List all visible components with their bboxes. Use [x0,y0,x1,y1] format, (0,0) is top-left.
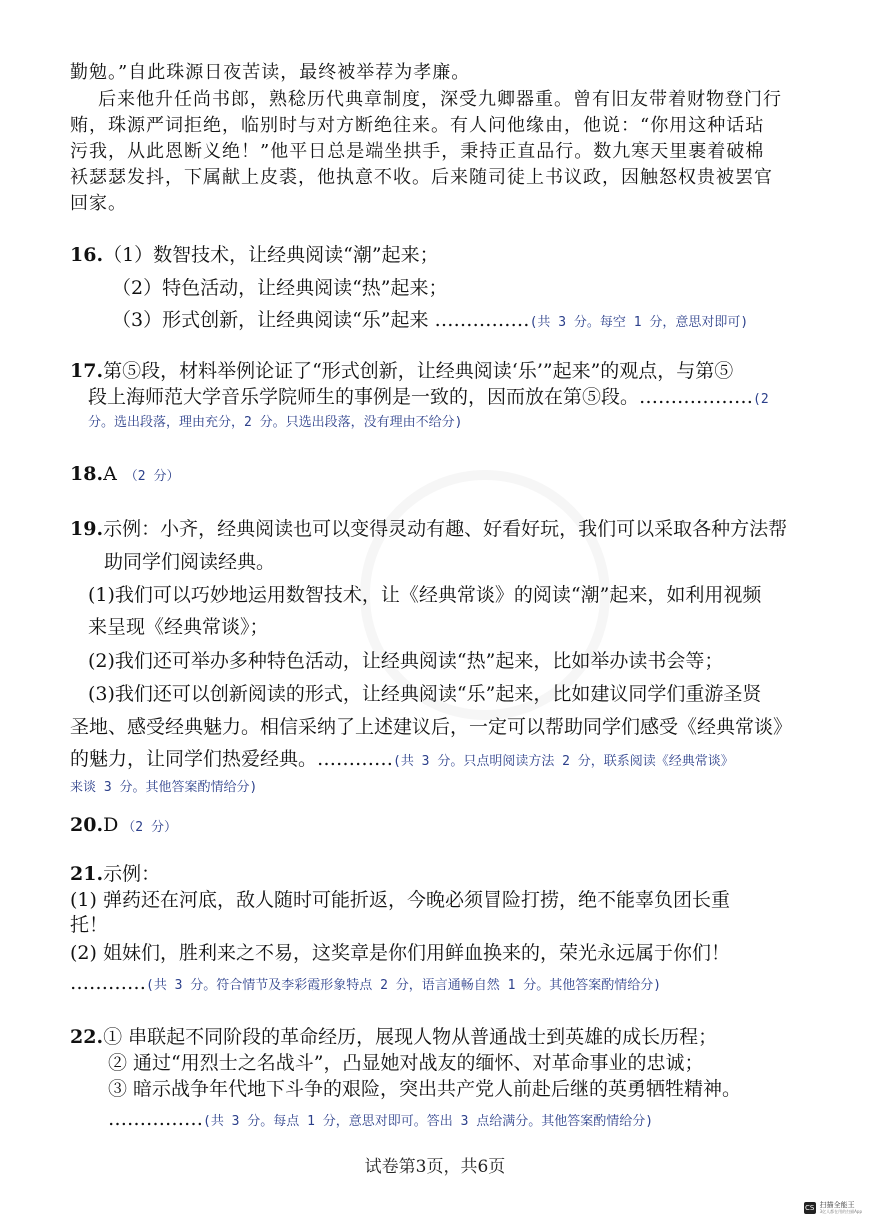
answer-text: 示例：小齐，经典阅读也可以变得灵动有趣、好看好玩，我们可以采取各种方法帮 [103,518,788,540]
passage-line: 后来他升任尚书郎，熟稔历代典章制度，深受九卿器重。曾有旧友带着财物登门行 [98,89,782,110]
camscanner-logo-icon: CS [804,1203,815,1212]
answer-text: (1) 弹药还在河底，敌人随时可能折返，今晚必须冒险打捞，绝不能辜负团长重 [70,889,730,911]
answer-text: A [103,463,117,485]
question-22-note-line [108,1106,653,1135]
question-17-line2 [88,384,769,413]
answer-text: 来呈现《经典常谈》； [88,616,269,638]
scoring-note: （2 分） [124,469,180,484]
passage-line: 勤勉。”自此珠源日夜苦读，最终被举荐为孝廉。 [70,62,471,83]
passage-line: 污我，从此恩断义绝！”他平日总是端坐拱手，秉持正直品行。数九寒天里裹着破棉 [70,141,765,162]
scoring-note: (共 3 分。每点 1 分，意思对即可。答出 3 点给满分。其他答案酌情给分) [203,1114,654,1129]
scanner-watermark [804,1201,862,1214]
watermark-subtitle: 3亿人都在用的扫描App [819,1209,862,1214]
answer-text: 段上海师范大学音乐学院师生的事例是一致的，因而放在第⑤段。……………… [88,386,754,408]
dot-leader: ………… [70,972,146,994]
answer-text: ③ 暗示战争年代地下斗争的艰险，突出共产党人前赴后继的英勇牺牲精神。 [108,1078,742,1100]
question-17 [70,358,733,384]
answer-text: ① 串联起不同阶段的革命经历，展现人物从普通战士到英雄的成长历程； [103,1026,718,1048]
answer-text: ② 通过“用烈士之名战斗”，凸显她对战友的缅怀、对革命事业的忠诚； [108,1052,704,1074]
answer-text: 示例： [103,863,161,885]
scoring-note: 来谈 3 分。其他答案酌情给分) [70,780,258,795]
question-20 [70,812,177,841]
question-21 [70,861,160,887]
answer-text: 圣地、感受经典魅力。相信采纳了上述建议后，一定可以帮助同学们感受《经典常谈》 [70,716,793,738]
question-number: 17. [70,360,104,382]
scoring-note: 分。选出段落，理由充分，2 分。只选出段落，没有理由不给分) [88,415,463,430]
question-19-line8 [70,746,734,775]
question-number: 19. [70,518,104,540]
answer-text: D [103,814,119,836]
page-footer: 试卷第3页，共6页 [364,1157,506,1177]
answer-text: 的魅力，让同学们热爱经典。………… [70,748,394,770]
question-number: 16. [70,244,104,266]
scoring-note: （2 分） [122,820,177,835]
answer-text: 助同学们阅读经典。 [104,551,276,573]
question-number: 18. [70,463,104,485]
answer-text: (3)我们还可以创新阅读的形式，让经典阅读“乐”起来，比如建议同学们重游圣贤 [88,683,762,705]
question-21-note-line [70,970,661,999]
question-19 [70,516,787,542]
question-number: 20. [70,814,104,836]
question-16 [70,242,439,268]
scoring-note: (共 3 分。每空 1 分，意思对即可) [529,315,749,330]
passage-line: 袄瑟瑟发抖，下属献上皮裘，他执意不收。后来随司徒上书议政，因触怒权贵被罢官 [70,167,773,188]
question-16-line3 [112,307,748,336]
question-22 [70,1024,717,1050]
answer-text: 第⑤段，材料举例论证了“形式创新，让经典阅读‘乐’”起来”的观点，与第⑤ [103,360,734,382]
answer-text: （1）数智技术，让经典阅读“潮”起来； [103,244,439,266]
passage-line: 回家。 [70,193,127,214]
question-number: 22. [70,1026,104,1048]
answer-text: （3）形式创新，让经典阅读“乐”起来 …………… [112,309,530,331]
dot-leader: …………… [108,1108,203,1130]
answer-text: (2) 姐妹们，胜利来之不易，这奖章是你们用鲜血换来的，荣光永远属于你们！ [70,942,730,964]
answer-text: 托！ [70,914,109,936]
passage-line: 贿，珠源严词拒绝，临别时与对方断绝往来。有人问他缘由，他说：“你用这种话玷 [70,115,765,136]
scoring-note: (共 3 分。符合情节及李彩霞形象特点 2 分，语言通畅自然 1 分。其他答案酌情给分) [146,978,662,993]
answer-text: （2）特色活动，让经典阅读“热”起来； [112,277,448,299]
scoring-note: (2 [753,392,769,407]
answer-text: (1)我们可以巧妙地运用数智技术，让《经典常谈》的阅读“潮”起来，如利用视频 [88,584,762,606]
watermark-name: 扫描全能王 [819,1201,855,1209]
question-18 [70,461,179,490]
answer-text: (2)我们还可举办多种特色活动，让经典阅读“热”起来，比如举办读书会等； [88,650,724,672]
scoring-note: (共 3 分。只点明阅读方法 2 分，联系阅读《经典常谈》 [393,754,734,769]
question-number: 21. [70,863,104,885]
